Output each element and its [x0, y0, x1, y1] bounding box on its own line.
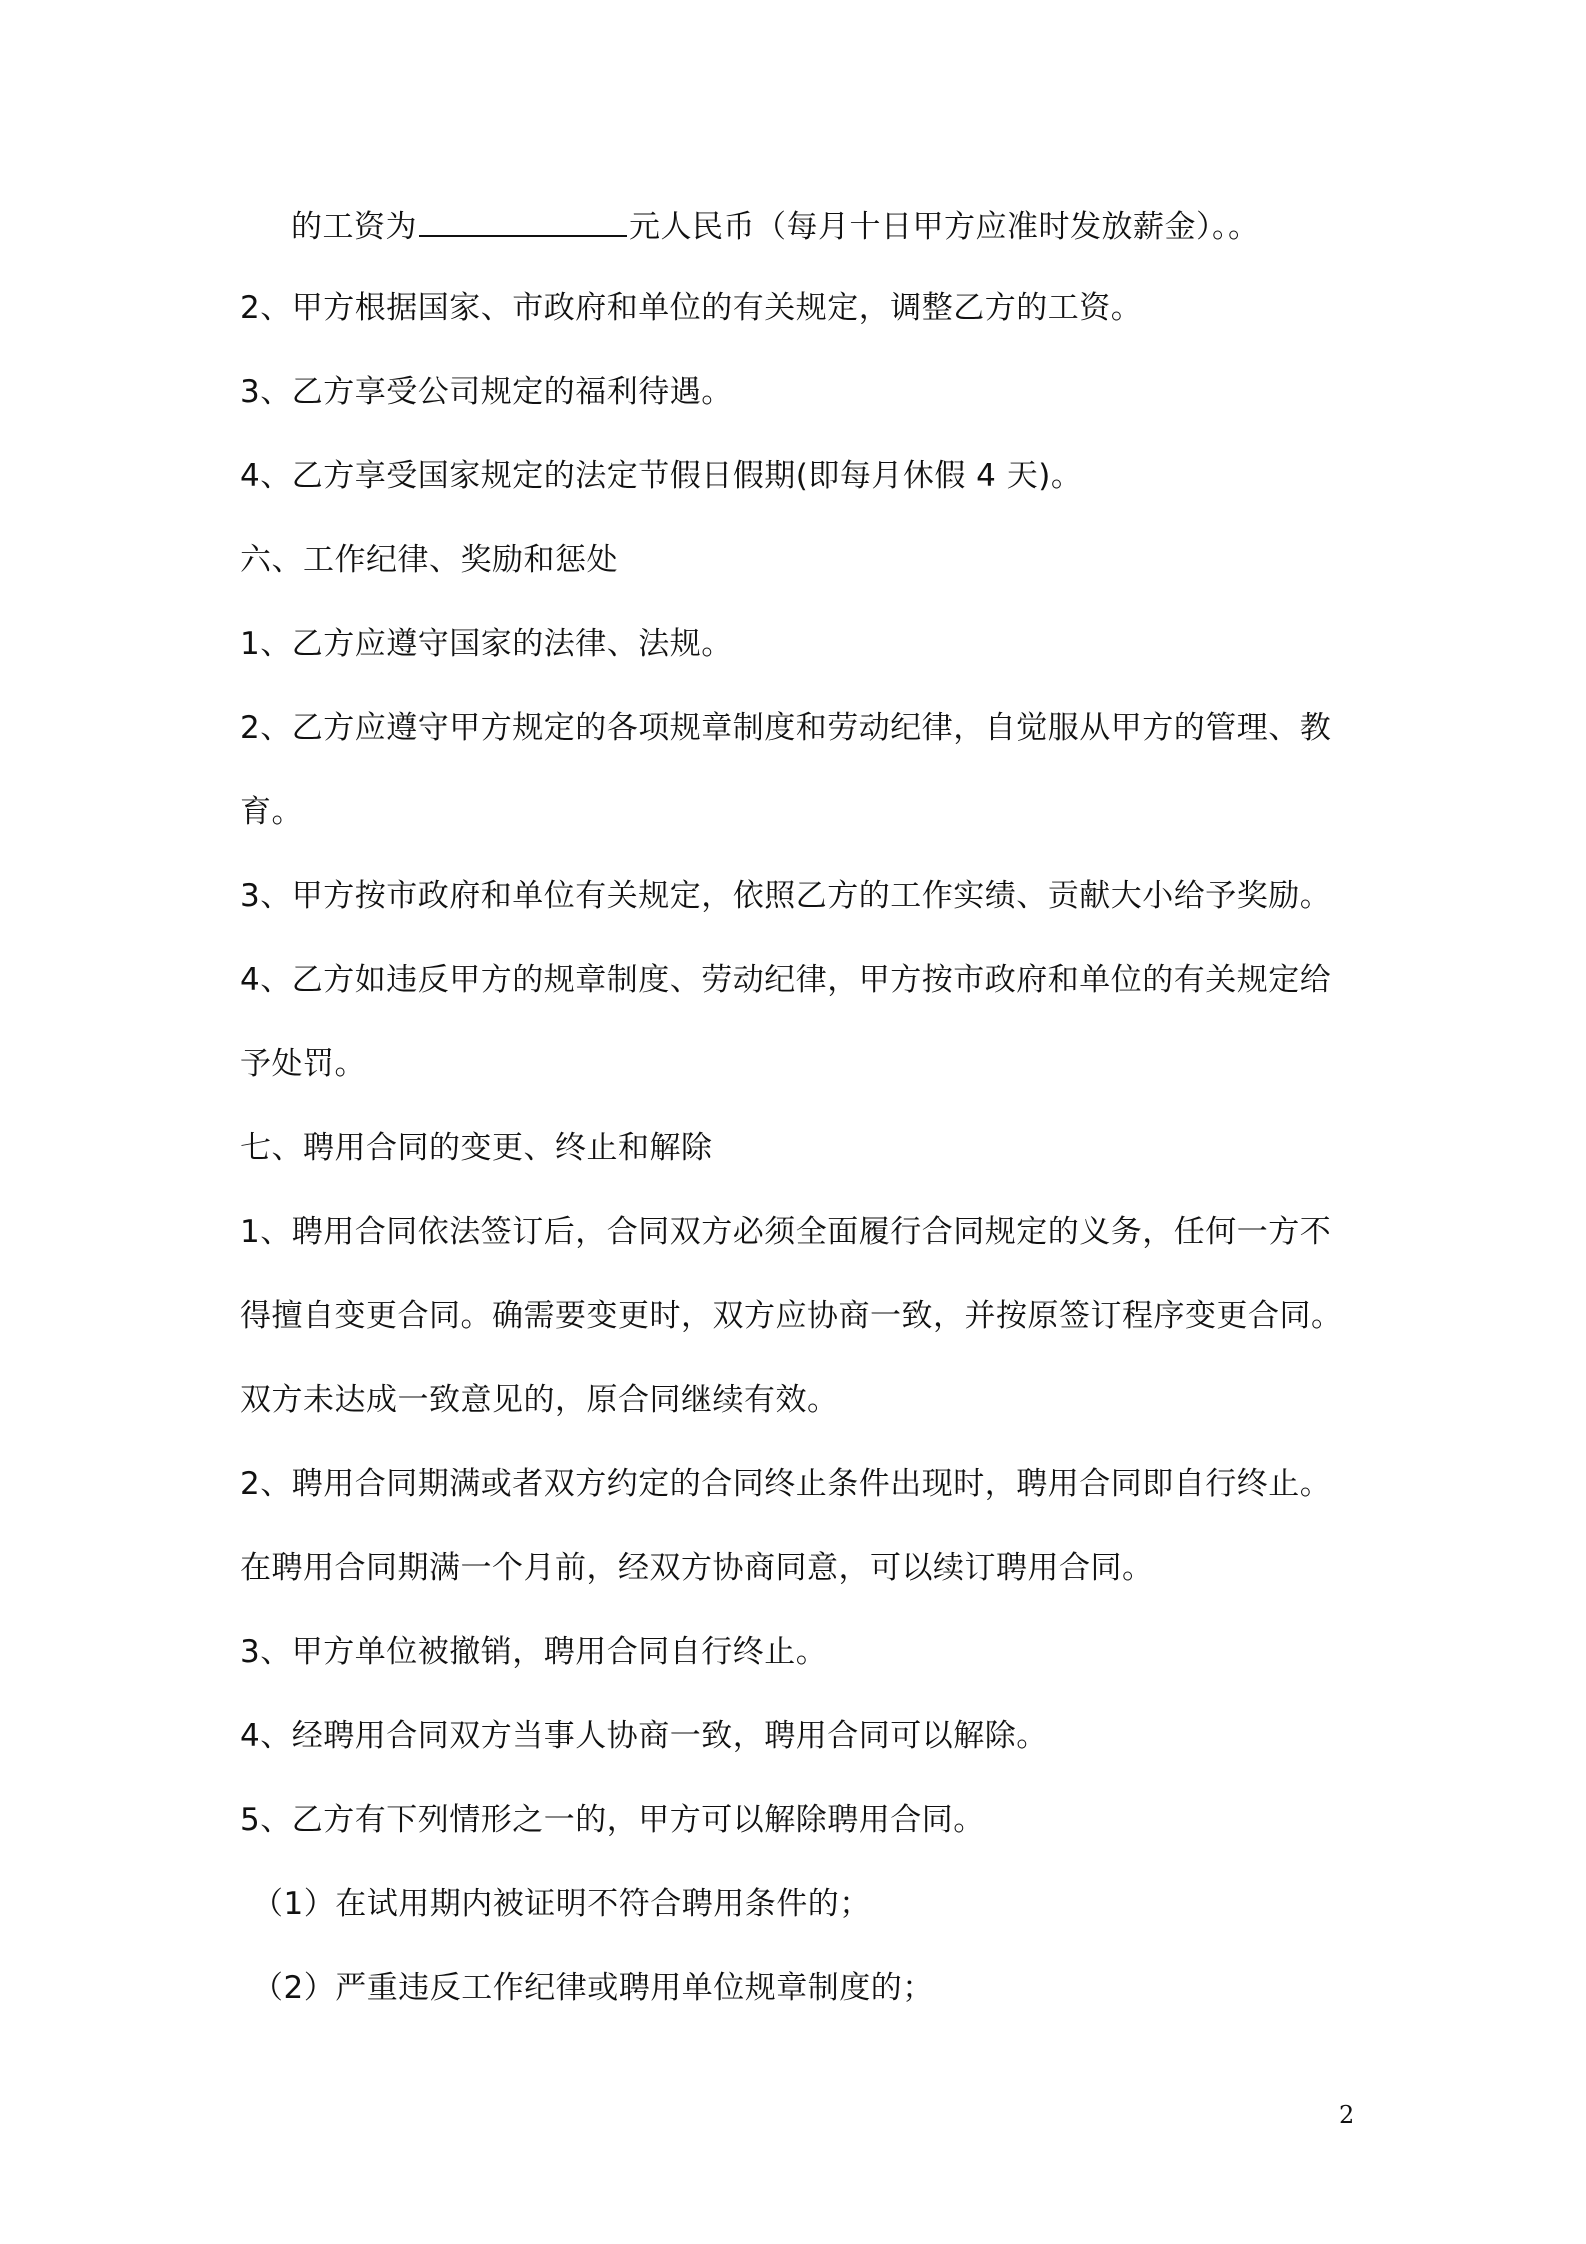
clause-7-5-item-2: （2）严重违反工作纪律或聘用单位规章制度的；: [252, 1970, 934, 2006]
salary-paragraph: [291, 205, 1260, 247]
page-number: 2: [1339, 2101, 1355, 2129]
clause-5-4: 4、乙方享受国家规定的法定节假日假期(即每月休假 4 天)。: [240, 458, 1083, 494]
clause-6-3: 3、甲方按市政府和单位有关规定，依照乙方的工作实绩、贡献大小给予奖励。: [240, 878, 1332, 914]
clause-6-1: 1、乙方应遵守国家的法律、法规。: [240, 626, 733, 662]
salary-text-before: 的工资为: [291, 209, 417, 245]
clause-7-5: 5、乙方有下列情形之一的，甲方可以解除聘用合同。: [240, 1802, 985, 1838]
clause-7-1-line-2: 得擅自变更合同。确需要变更时，双方应协商一致，并按原签订程序变更合同。: [240, 1298, 1343, 1334]
clause-7-4: 4、经聘用合同双方当事人协商一致，聘用合同可以解除。: [240, 1718, 1048, 1754]
clause-6-4-line-2: 予处罚。: [240, 1046, 366, 1082]
clause-7-2-line-2: 在聘用合同期满一个月前，经双方协商同意，可以续订聘用合同。: [240, 1550, 1154, 1586]
clause-7-3: 3、甲方单位被撤销，聘用合同自行终止。: [240, 1634, 828, 1670]
clause-7-5-item-1: （1）在试用期内被证明不符合聘用条件的；: [252, 1886, 871, 1922]
salary-text-after: 元人民币（每月十日甲方应准时发放薪金）。。: [629, 209, 1260, 245]
clause-6-2-line-2: 育。: [240, 794, 303, 830]
clause-7-2-line-1: 2、聘用合同期满或者双方约定的合同终止条件出现时，聘用合同即自行终止。: [240, 1466, 1332, 1502]
clause-7-1-line-1: 1、聘用合同依法签订后，合同双方必须全面履行合同规定的义务，任何一方不: [240, 1214, 1332, 1250]
section-heading-7: 七、聘用合同的变更、终止和解除: [240, 1130, 713, 1166]
clause-7-1-line-3: 双方未达成一致意见的，原合同继续有效。: [240, 1382, 839, 1418]
section-heading-6: 六、工作纪律、奖励和惩处: [240, 542, 618, 578]
clause-5-3: 3、乙方享受公司规定的福利待遇。: [240, 374, 733, 410]
clause-5-2: 2、甲方根据国家、市政府和单位的有关规定，调整乙方的工资。: [240, 290, 1143, 326]
salary-blank-field: [419, 205, 627, 237]
clause-6-2-line-1: 2、乙方应遵守甲方规定的各项规章制度和劳动纪律，自觉服从甲方的管理、教: [240, 710, 1332, 746]
clause-6-4-line-1: 4、乙方如违反甲方的规章制度、劳动纪律，甲方按市政府和单位的有关规定给: [240, 962, 1332, 998]
